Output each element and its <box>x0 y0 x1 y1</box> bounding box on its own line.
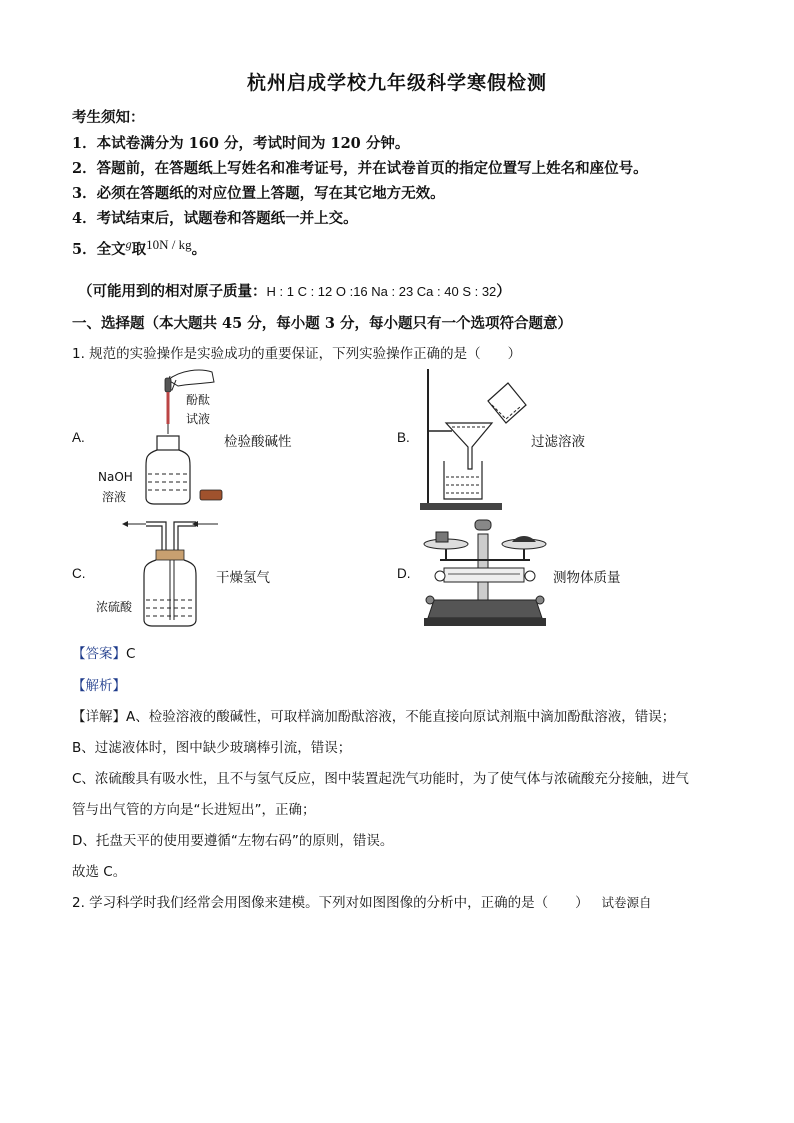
option-d-caption: 测物体质量 <box>553 570 621 586</box>
sulfuric-acid-label: 浓硫酸 <box>96 600 133 614</box>
notice-item-5-end: 。 <box>191 241 207 258</box>
section-heading: 一、选择题（本大题共 45 分，每小题 3 分，每小题只有一个选项符合题意） <box>72 315 572 332</box>
option-c-caption: 干燥氢气 <box>216 570 270 586</box>
dropper-bottle-figure <box>140 362 230 512</box>
detail-line-1: 【详解】A、检验溶液的酸碱性，可取样滴加酚酞溶液，不能直接向原试剂瓶中滴加酚酞溶液，错误； <box>72 709 676 725</box>
option-a-letter: A. <box>72 430 85 445</box>
detail-line-5: D、托盘天平的使用要遵循“左物右码”的原则，错误。 <box>72 833 394 849</box>
answer-tag: 【答案】 <box>72 646 126 662</box>
q2-stem-line <box>72 891 652 911</box>
notice-item-2: 2．答题前，在答题纸上写姓名和准考证号，并在试卷首页的指定位置写上姓名和座位号。 <box>72 160 648 177</box>
answer-value: C <box>126 646 136 662</box>
option-b-caption: 过滤溶液 <box>531 434 585 450</box>
phenolphthalein-label-1: 酚酞 <box>186 393 211 407</box>
detail-line-3: C、浓硫酸具有吸水性，且不与氢气反应，图中装置起洗气功能时，为了使气体与浓硫酸充分接触，进气 <box>72 771 689 787</box>
gravity-symbol: g <box>125 237 132 252</box>
notice-item-5 <box>72 237 206 259</box>
atomic-mass-suffix: ） <box>496 283 511 300</box>
notice-item-5-mid: 取 <box>131 241 147 258</box>
q2-stem: 2. 学习科学时我们经常会用图像来建模。下列对如图图像的分析中，正确的是（ ） <box>72 895 589 911</box>
atomic-mass-values: H : 1 C : 12 O :16 Na : 23 Ca : 40 S : 32 <box>266 284 497 299</box>
atomic-mass-prefix: （可能用到的相对原子质量： <box>78 283 267 300</box>
q2-tail: 试卷源自 <box>601 895 652 910</box>
gas-washing-bottle-figure <box>126 516 226 628</box>
atomic-mass-line <box>78 280 511 301</box>
option-b-letter: B. <box>397 430 410 445</box>
filtration-figure <box>416 365 526 513</box>
notice-item-5-prefix: 5．全文 <box>72 241 126 258</box>
detail-line-2: B、过滤液体时，图中缺少玻璃棒引流，错误； <box>72 740 352 756</box>
notice-item-4: 4．考试结束后，试题卷和答题纸一并上交。 <box>72 210 358 227</box>
phenolphthalein-label-2: 试液 <box>186 412 211 426</box>
analysis-tag: 【解析】 <box>72 678 126 694</box>
q1-stem: 1. 规范的实验操作是实验成功的重要保证，下列实验操作正确的是（ ） <box>72 346 522 362</box>
naoh-label-2: 溶液 <box>102 490 127 504</box>
naoh-label-1: NaOH <box>98 470 133 484</box>
balance-figure <box>420 514 550 632</box>
detail-line-6: 故选 C。 <box>72 864 127 880</box>
answer-line <box>72 642 135 662</box>
notice-item-1: 1．本试卷满分为 160 分，考试时间为 120 分钟。 <box>72 135 410 152</box>
page-title: 杭州启成学校九年级科学寒假检测 <box>246 72 547 94</box>
notice-item-3: 3．必须在答题纸的对应位置上答题，写在其它地方无效。 <box>72 185 445 202</box>
notice-heading: 考生须知： <box>72 109 145 126</box>
option-d-letter: D. <box>397 566 411 581</box>
option-c-letter: C. <box>72 566 86 581</box>
gravity-unit: 10N / kg <box>146 237 192 252</box>
detail-line-4: 管与出气管的方向是“长进短出”，正确； <box>72 802 316 818</box>
option-a-caption: 检验酸碱性 <box>224 434 292 450</box>
